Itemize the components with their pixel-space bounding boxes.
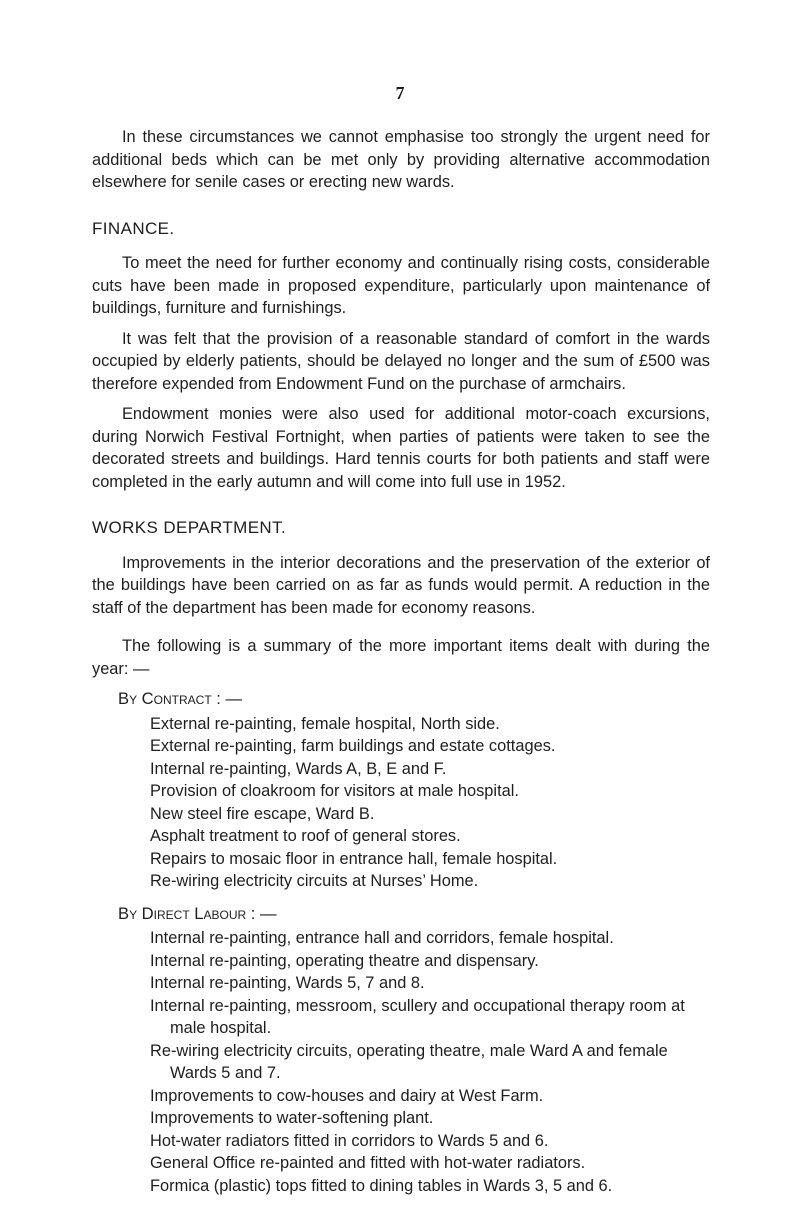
list-item: New steel fire escape, Ward B.: [150, 804, 375, 823]
by-contract-list: [92, 713, 710, 893]
works-heading: WORKS DEPARTMENT.: [92, 518, 287, 537]
works-paragraph-2: The following is a summary of the more important items dealt with during the year: —: [92, 637, 710, 678]
list-item: Internal re-painting, Wards A, B, E and F.: [150, 759, 447, 778]
list-item: Re-wiring electricity circuits at Nurses’ Home.: [150, 872, 479, 890]
list-item: Repairs to mosaic floor in entrance hall, female hospital.: [150, 849, 558, 868]
list-item: Internal re-painting, entrance hall and corridors, female hospital.: [150, 929, 614, 947]
works-paragraph-1: Improvements in the interior decorations and the preservation of the exterior of the buildings have been carried on as far as funds would permit. A reduction in the staff of the department has been made for economy reasons.: [92, 553, 710, 617]
list-item: General Office re-painted and fitted with hot-water radiators.: [150, 1154, 586, 1172]
page-number: 7: [395, 83, 405, 103]
by-direct-labour-heading: By Direct Labour : —: [118, 903, 277, 923]
list-item: Improvements to water-softening plant.: [150, 1109, 434, 1127]
list-item: Re-wiring electricity circuits, operating theatre, male Ward A and female Wards 5 and 7.: [150, 1041, 668, 1082]
list-item: Hot-water radiators fitted in corridors to Wards 5 and 6.: [150, 1131, 549, 1150]
intro-paragraph: In these circumstances we cannot emphasise too strongly the urgent need for additional beds which can be met only by providing alternative accommodation elsewhere for senile cases or erecting new wards.: [92, 128, 710, 191]
list-item: External re-painting, farm buildings and estate cottages.: [150, 737, 556, 755]
page-content: [92, 126, 710, 1207]
list-item: Provision of cloakroom for visitors at male hospital.: [150, 782, 519, 800]
works-section: [92, 517, 710, 1197]
by-contract-heading: By Contract : —: [118, 689, 243, 708]
finance-section: [92, 218, 710, 494]
list-item: Internal re-painting, operating theatre and dispensary.: [150, 951, 539, 970]
list-item: External re-painting, female hospital, North side.: [150, 714, 500, 733]
list-item: Internal re-painting, Wards 5, 7 and 8.: [150, 974, 425, 992]
list-item: Improvements to cow-houses and dairy at West Farm.: [150, 1086, 544, 1105]
list-item: Asphalt treatment to roof of general stores.: [150, 827, 461, 845]
list-item: Formica (plastic) tops fitted to dining tables in Wards 3, 5 and 6.: [150, 1176, 613, 1195]
finance-paragraph-1: To meet the need for further economy and continually rising costs, considerable cuts have been made in proposed expenditure, particularly upon maintenance of buildings, furniture and furnishings.: [92, 254, 710, 317]
finance-heading: FINANCE.: [92, 218, 175, 238]
by-direct-labour-list: [92, 927, 710, 1197]
finance-paragraph-3: Endowment monies were also used for additional motor-coach excursions, during Norwich Festival Fortnight, when parties of patients were taken to see the decorated streets and buildings. Hard tennis courts for both patients and staff were completed in the early autumn and will come into full use in 1952.: [92, 405, 710, 491]
finance-paragraph-2: It was felt that the provision of a reasonable standard of comfort in the wards occupied by elderly patients, should be delayed no longer and the sum of £500 was therefore expended from Endowment Fund on the purchase of armchairs.: [92, 329, 710, 393]
list-item: Internal re-painting, messroom, scullery and occupational therapy room at male hospital.: [150, 996, 685, 1037]
